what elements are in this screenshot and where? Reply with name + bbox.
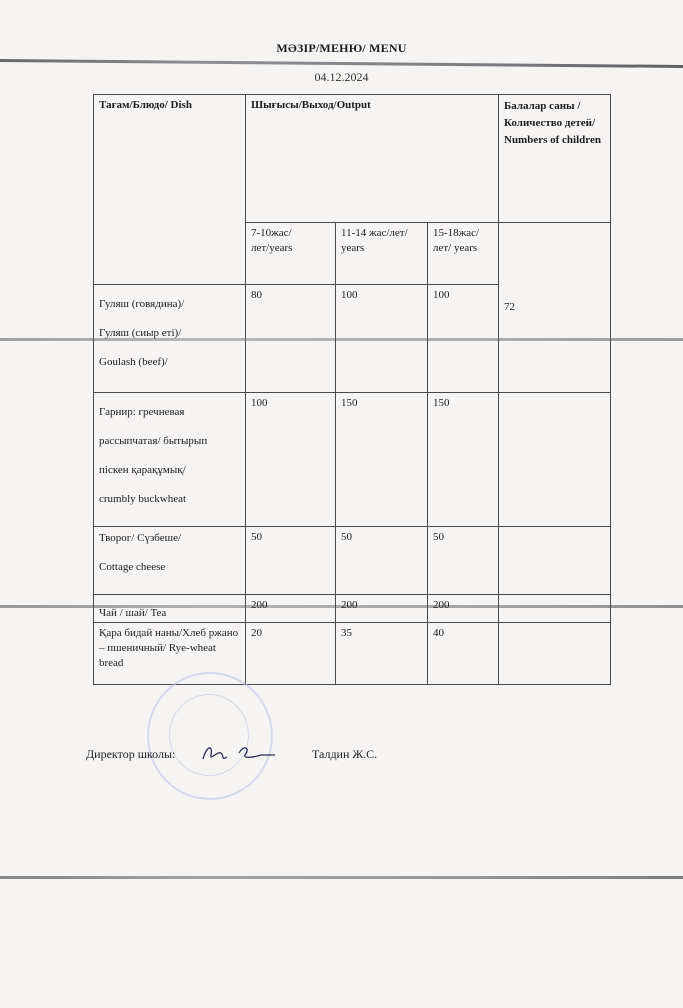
dish-line: Гарнир: гречневая — [99, 406, 185, 418]
dish-line: Goulash (beef)/ — [99, 355, 168, 368]
scan-streak-top — [0, 59, 683, 68]
scan-streak-bottom — [0, 876, 683, 879]
header-dish: Тағам/Блюдо/ Dish — [94, 95, 246, 285]
dish-line: Творог/ Сүзбеше/ — [99, 532, 182, 544]
dish-cottage-cheese — [94, 527, 246, 595]
empty-cell — [499, 595, 611, 623]
dish-line: піскен қарақұмық/ — [99, 463, 186, 476]
director-label: Директор школы: — [86, 747, 176, 761]
children-count: 72 — [499, 223, 611, 393]
dish-line: crumbly buckwheat — [99, 492, 187, 505]
signature-icon — [199, 741, 279, 767]
page-title: МӘЗІР/МЕНЮ/ MENU — [276, 41, 407, 55]
output-15-18: 50 — [428, 527, 499, 595]
dish-line: Гуляш (говядина)/ — [99, 298, 185, 310]
output-15-18: 40 — [428, 623, 499, 685]
output-7-10: 200 — [246, 595, 336, 623]
header-output: Шығысы/Выход/Output — [246, 95, 499, 223]
table-row — [94, 623, 611, 685]
age-group-7-10: 7-10жас/лет/years — [246, 223, 336, 285]
output-15-18: 150 — [428, 393, 499, 527]
empty-cell — [499, 623, 611, 685]
output-11-14: 35 — [336, 623, 428, 685]
age-group-11-14: 11-14 жас/лет/ years — [336, 223, 428, 285]
output-15-18: 100 — [428, 285, 499, 393]
dish-goulash — [94, 285, 246, 393]
empty-cell — [499, 393, 611, 527]
header-children: Балалар саны /Количество детей/ Numbers of children — [499, 95, 611, 223]
output-15-18: 200 — [428, 595, 499, 623]
dish-line: Чай / шай/ Tea — [99, 607, 167, 620]
output-7-10: 50 — [246, 527, 336, 595]
output-11-14: 50 — [336, 527, 428, 595]
output-11-14: 100 — [336, 285, 428, 393]
table-row — [94, 527, 611, 595]
output-7-10: 20 — [246, 623, 336, 685]
dish-line: Cottage cheese — [99, 560, 166, 573]
empty-cell — [499, 527, 611, 595]
output-7-10: 100 — [246, 393, 336, 527]
age-group-15-18: 15-18жас/лет/ years — [428, 223, 499, 285]
table-header-row — [94, 95, 611, 223]
output-11-14: 200 — [336, 595, 428, 623]
output-11-14: 150 — [336, 393, 428, 527]
dish-tea — [94, 595, 246, 623]
table-row — [94, 595, 611, 623]
director-name: Талдин Ж.С. — [312, 747, 378, 761]
menu-table — [93, 94, 611, 685]
dish-bread: Қара бидай наны/Хлеб ржано – пшеничный/ Rye-wheat bread — [94, 623, 246, 685]
table-row — [94, 393, 611, 527]
dish-line: Гуляш (сиыр еті)/ — [99, 326, 182, 339]
dish-line: рассыпчатая/ бытырып — [99, 434, 208, 447]
output-7-10: 80 — [246, 285, 336, 393]
school-stamp — [147, 672, 273, 800]
dish-buckwheat — [94, 393, 246, 527]
menu-date: 04.12.2024 — [314, 70, 369, 84]
